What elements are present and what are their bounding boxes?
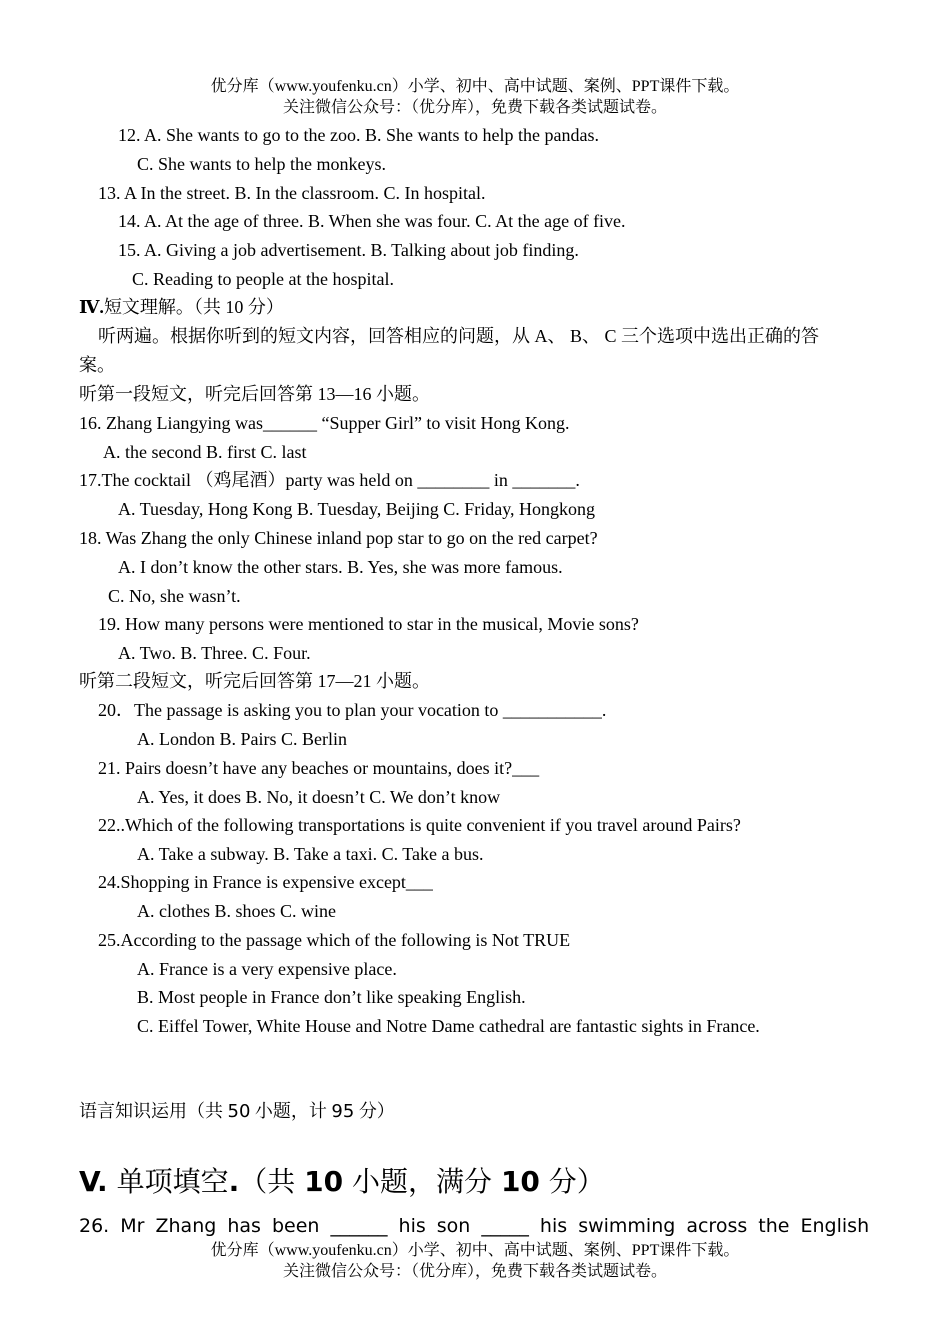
language-part-count: 50 [227,1101,251,1122]
section-4-roman: Ⅳ. [79,297,104,317]
question-21-options: A. Yes, it does B. No, it doesn’t C. We don’t know [137,787,501,807]
section-5-title: 单项填空 [107,1165,229,1198]
footer-line-2: 关注微信公众号：（优分库），免费下载各类试题试卷。 [282,1263,667,1280]
question-18-option-c: C. No, she wasn’t. [108,586,241,606]
section-5-dot: . [228,1165,240,1198]
header-line-2: 关注微信公众号：（优分库），免费下载各类试题试卷。 [282,99,667,116]
question-15: 15. A. Giving a job advertisement. B. Talking about job finding. [118,240,579,260]
question-19: 19. How many persons were mentioned to star in the musical, Movie sons? [98,614,639,634]
question-24-options: A. clothes B. shoes C. wine [137,901,336,921]
question-16: 16. Zhang Liangying was______ “Supper Girl” to visit Hong Kong. [79,413,570,433]
section-5-text-a: （共 [239,1165,305,1198]
language-part-pre: 语言知识运用（共 [79,1101,228,1121]
question-25-option-b: B. Most people in France don’t like speaking English. [137,987,526,1007]
section-5-text-b: 小题，满分 [343,1165,501,1198]
question-19-options: A. Two. B. Three. C. Four. [118,643,311,663]
passage-2-note: 听第二段短文，听完后回答第 17—21 小题。 [79,671,430,691]
section-5-score: 10 [500,1165,540,1198]
question-22: 22..Which of the following transportations is quite convenient if you travel around Pairs? [98,815,741,835]
question-20-options: A. London B. Pairs C. Berlin [137,729,347,749]
language-part-score: 95 [331,1101,355,1122]
section-4-heading [79,296,284,318]
question-18-options-ab: A. I don’t know the other stars. B. Yes, she was more famous. [118,557,563,577]
question-13: 13. A In the street. B. In the classroom. C. In hospital. [98,183,486,203]
question-25-option-c: C. Eiffel Tower, White House and Notre Dame cathedral are fantastic sights in France. [137,1016,760,1036]
language-part-heading [79,1100,395,1123]
question-15-option-c: C. Reading to people at the hospital. [132,269,394,289]
question-18: 18. Was Zhang the only Chinese inland pop star to go on the red carpet? [79,528,598,548]
passage-1-note: 听第一段短文，听完后回答第 13—16 小题。 [79,384,430,404]
section-4-instruction-cont: 案。 [79,355,115,375]
section-5-text-c: 分） [539,1165,605,1198]
question-25: 25.According to the passage which of the following is Not TRUE [98,930,571,950]
question-14: 14. A. At the age of three. B. When she was four. C. At the age of five. [118,211,626,231]
section-5-count: 10 [304,1165,344,1198]
question-16-options: A. the second B. first C. last [103,442,307,462]
section-5-roman: V. [79,1165,108,1198]
question-17: 17.The cocktail （鸡尾酒）party was held on ________ in _______. [79,470,580,490]
question-25-option-a: A. France is a very expensive place. [137,959,397,979]
footer-line-1: 优分库（www.youfenku.cn）小学、初中、高中试题、案例、PPT课件下载。 [210,1242,740,1259]
section-5-heading [79,1165,605,1199]
question-12: 12. A. She wants to go to the zoo. B. She wants to help the pandas. [118,125,599,145]
question-20: 20．The passage is asking you to plan your vocation to ___________. [98,700,607,720]
question-21: 21. Pairs doesn’t have any beaches or mountains, does it?___ [98,758,540,778]
question-22-options: A. Take a subway. B. Take a taxi. C. Take a bus. [137,844,484,864]
header-line-1: 优分库（www.youfenku.cn）小学、初中、高中试题、案例、PPT课件下载。 [210,78,740,95]
question-26: 26. Mr Zhang has been ______ his son _____ his swimming across the English [79,1215,870,1237]
section-4-instruction: 听两遍。根据你听到的短文内容，回答相应的问题，从 A、 B、 C 三个选项中选出正确的答 [98,326,820,346]
question-17-options: A. Tuesday, Hong Kong B. Tuesday, Beijing C. Friday, Hongkong [118,499,596,519]
language-part-post: 分） [354,1101,395,1121]
language-part-mid: 小题，计 [250,1101,332,1121]
question-12-option-c: C. She wants to help the monkeys. [137,154,386,174]
question-24: 24.Shopping in France is expensive except___ [98,872,433,892]
section-4-title: 短文理解。（共 10 分） [103,297,284,317]
